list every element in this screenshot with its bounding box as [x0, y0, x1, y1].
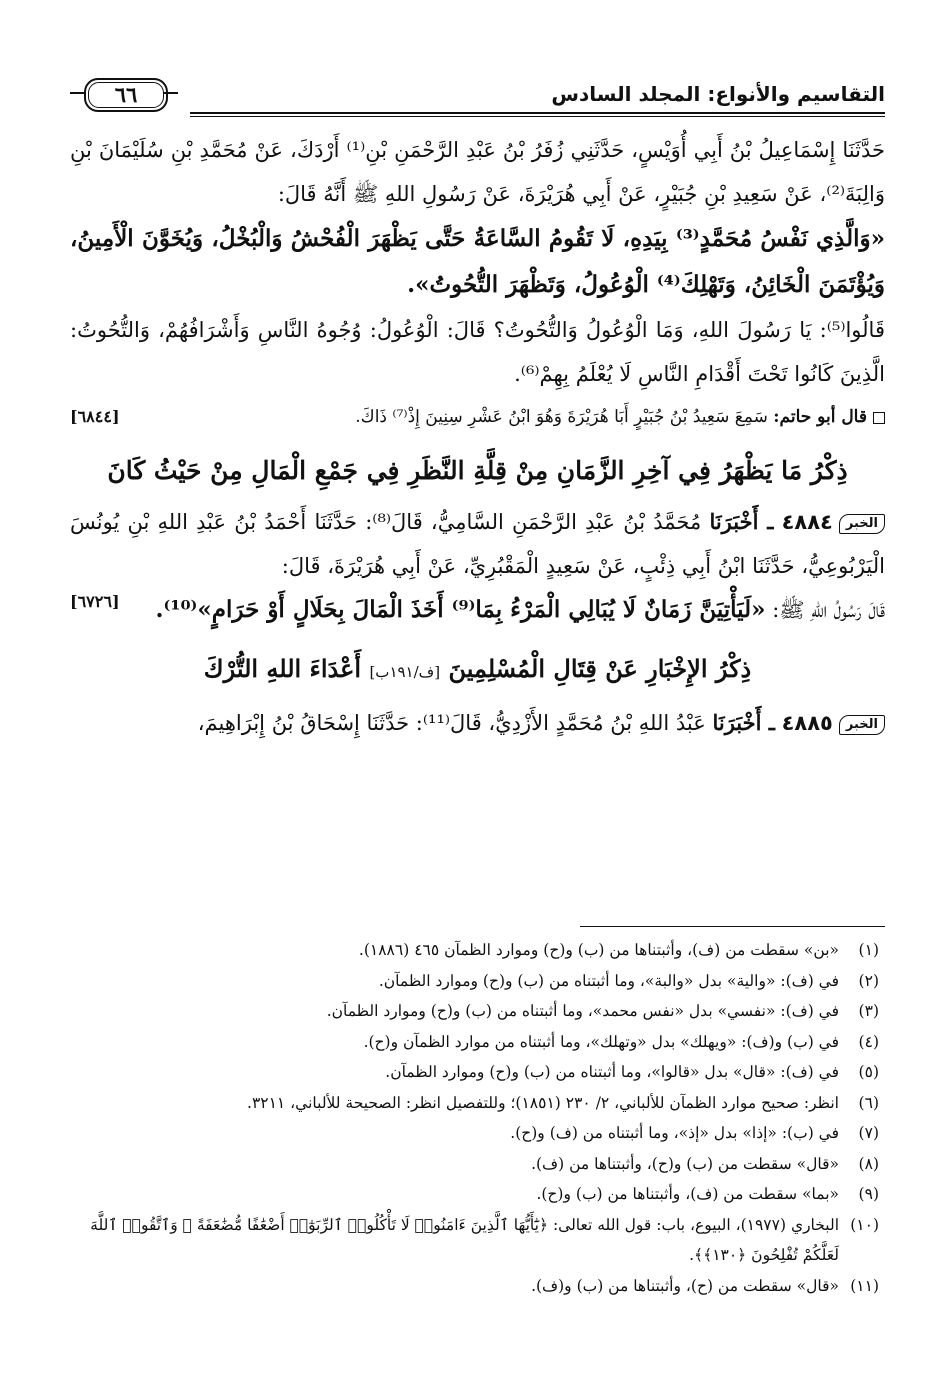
footnote: (١١) «قال» سقطت من (ح)، وأثبتناها من (ب) و(ف).	[531, 1276, 879, 1295]
footnote: (٣) في (ف): «نفسي» بدل «نفس محمد»، وما أثبتناه من (ب) و(ح) وموارد الظمآن.	[326, 1002, 879, 1020]
footnote: (٦) انظر: صحيح موارد الظمآن للألباني، ٢/ ٢٣٠ (١٨٥١)؛ وللتفصيل انظر: الصحيحة للألباني، ٣٢١١.	[247, 1093, 879, 1112]
footnote: (١) «بن» سقطت من (ف)، وأثبتناها من (ب) و(ح) وموارد الظمآن ٤٦٥ (١٨٨٦).	[358, 941, 879, 959]
chapter-heading-part1: ذِكْرُ الإِخْبَارِ عَنْ قِتَالِ الْمُسْلِمِينَ	[448, 654, 752, 683]
footnote: (٥) في (ف): «قال» بدل «قالوا»، وما أثبتناه من (ب) و(ح) وموارد الظمآن.	[385, 1063, 879, 1081]
hadith-intro: ـ أَخْبَرَنَا	[712, 710, 775, 735]
khabar-badge-icon: الخبر	[839, 715, 885, 735]
hadith-4885-isnad	[70, 701, 885, 745]
page-number-frame	[70, 76, 180, 116]
hadith-matn: «وَالَّذِي نَفْسُ مُحَمَّدٍ⁽³⁾ بِيَدِهِ، لَا تَقُومُ السَّاعَةُ حَتَّى يَظْهَرَ الْفُحْشُ وَالْبُخْلُ، وَيُخَوَّنَ الْأَمِينُ، وَيُؤْتَمَنَ الْخَائِنُ، وَتَهْلِكَ⁽⁴⁾ الْوُعُولُ، وَتَظْهَرَ التُّحُوتُ».	[70, 225, 885, 298]
hadith-reference: [٦٧٢٦]	[70, 592, 120, 611]
chapter-heading-2	[70, 646, 885, 695]
abu-hatim-comment	[70, 400, 885, 434]
header-rule	[190, 112, 885, 114]
hadith-number: ٤٨٨٥	[781, 711, 833, 735]
abu-hatim-text: سَمِعَ سَعِيدُ بْنُ جُبَيْرٍ أَبَا هُرَيْرَةَ وَهُوَ ابْنُ عَشْرِ سِنِينَ إِذْ⁽⁷⁾ ذَاكَ.	[355, 407, 768, 427]
running-header	[70, 82, 885, 120]
matn-intro: قَالَ رَسُولُ اللهِ ﷺ:	[772, 598, 885, 622]
hadith-number: ٤٨٨٤	[781, 510, 833, 534]
chapter-heading: ذِكْرُ مَا يَظْهَرُ فِي آخِرِ الزَّمَانِ مِنْ قِلَّةِ النَّظَرِ فِي جَمْعِ الْمَالِ مِنْ حَيْثُ كَانَ	[107, 456, 848, 485]
footnote: (٨) «قال» سقطت من (ب) و(ح)، وأثبتناها من (ف).	[531, 1154, 879, 1173]
footnote: (٧) في (ب): «إذا» بدل «إذ»، وما أثبتناه من (ف) و(ح).	[510, 1124, 879, 1142]
footnotes	[70, 935, 885, 1301]
page-number: ٦٦	[84, 78, 168, 112]
hadith-4884-matn	[70, 588, 885, 632]
page-number-bar-right	[164, 92, 178, 94]
abu-hatim-label: قال أبو حاتم:	[773, 407, 867, 427]
hadith-intro: ـ أَخْبَرَنَا	[709, 509, 774, 534]
footnote: (١٠) البخاري (١٩٧٧)، البيوع، باب: قول الله تعالى: ﴿يَٰٓأَيُّهَا ٱلَّذِينَ ءَامَنُوا۟ لَا تَأْكُلُوا۟ ٱلرِّبَوٰٓا۟ أَضْعَٰفًا مُّضَٰعَفَةً ۖ وَٱتَّقُوا۟ ٱللَّهَ لَعَلَّكُمْ تُفْلِحُونَ ﴿١٣٠﴾﴾.	[90, 1215, 879, 1264]
chapter-heading-part2: أَعْدَاءَ اللهِ التُّرْكَ	[203, 654, 362, 683]
folio-marker: [ف/١٩١ب]	[369, 663, 441, 681]
footnote: (٢) في (ف): «والية» بدل «والبة»، وما أثبتناه من (ب) و(ح) وموارد الظمآن.	[378, 971, 879, 990]
header-rule-thin	[190, 116, 885, 117]
hadith-isnad-text: عَبْدُ اللهِ بْنُ مُحَمَّدٍ الأَزْدِيُّ، قَالَ⁽¹¹⁾: حَدَّثَنَا إِسْحَاقُ بْنُ إِبْرَاهِيمَ،	[197, 711, 706, 735]
khabar-badge-icon: الخبر	[839, 514, 885, 534]
explanation-paragraph: قَالُوا⁽⁵⁾: يَا رَسُولَ اللهِ، وَمَا الْوُعُولُ وَالتُّحُوتُ؟ قَالَ: الْوُعُولُ: وُجُوهُ النَّاسِ وَأَشْرَافُهُمْ، وَالتُّحُوتُ: الَّذِينَ كَانُوا تَحْتَ أَقْدَامِ النَّاسِ لَا يُعْلَمُ بِهِمْ⁽⁶⁾.	[70, 318, 885, 386]
hadith-4884-isnad	[70, 500, 885, 588]
hadith-reference: [٦٨٤٤]	[70, 407, 120, 426]
footnote-separator	[580, 926, 885, 927]
header-title: التقاسيم والأنواع: المجلد السادس	[551, 82, 885, 106]
matn-text: «لَيَأْتِيَنَّ زَمَانٌ لَا يُبَالِي الْمَرْءُ بِمَا⁽⁹⁾ أَخَذَ الْمَالَ بِحَلَالٍ أَوْ حَرَامٍ»⁽¹⁰⁾.	[155, 596, 766, 623]
isnad-paragraph: حَدَّثَنَا إِسْمَاعِيلُ بْنُ أَبِي أُوَيْسٍ، حَدَّثَنِي زُفَرُ بْنُ عَبْدِ الرَّحْمَنِ بْنِ⁽¹⁾ أَرْدَكَ، عَنْ مُحَمَّدِ بْنِ سُلَيْمَانَ بْنِ وَالِبَةَ⁽²⁾، عَنْ سَعِيدِ بْنِ جُبَيْرٍ، عَنْ أَبِي هُرَيْرَةَ، عَنْ رَسُولِ اللهِ ﷺ أَنَّهُ قَالَ:	[70, 138, 885, 206]
footnote: (٩) «بما» سقطت من (ف)، وأثبتناها من (ب) و(ح).	[536, 1185, 879, 1203]
page-number-bar-left	[70, 92, 84, 94]
square-marker-icon	[873, 412, 885, 424]
main-text	[70, 128, 885, 745]
hadith-isnad-text: مُحَمَّدُ بْنُ عَبْدِ الرَّحْمَنِ السَّامِيُّ، قَالَ⁽⁸⁾: حَدَّثَنَا أَحْمَدُ بْنُ عَبْدِ اللهِ بْنِ يُونُسَ الْيَرْبُوعِيُّ، حَدَّثَنَا ابْنُ أَبِي ذِئْبٍ، عَنْ سَعِيدٍ الْمَقْبُرِيِّ، عَنْ أَبِي هُرَيْرَةَ، قَالَ:	[70, 510, 885, 578]
footnote: (٤) في (ب) و(ف): «ويهلك» بدل «وتهلك»، وما أثبتناه من موارد الظمآن و(ح).	[363, 1032, 879, 1051]
